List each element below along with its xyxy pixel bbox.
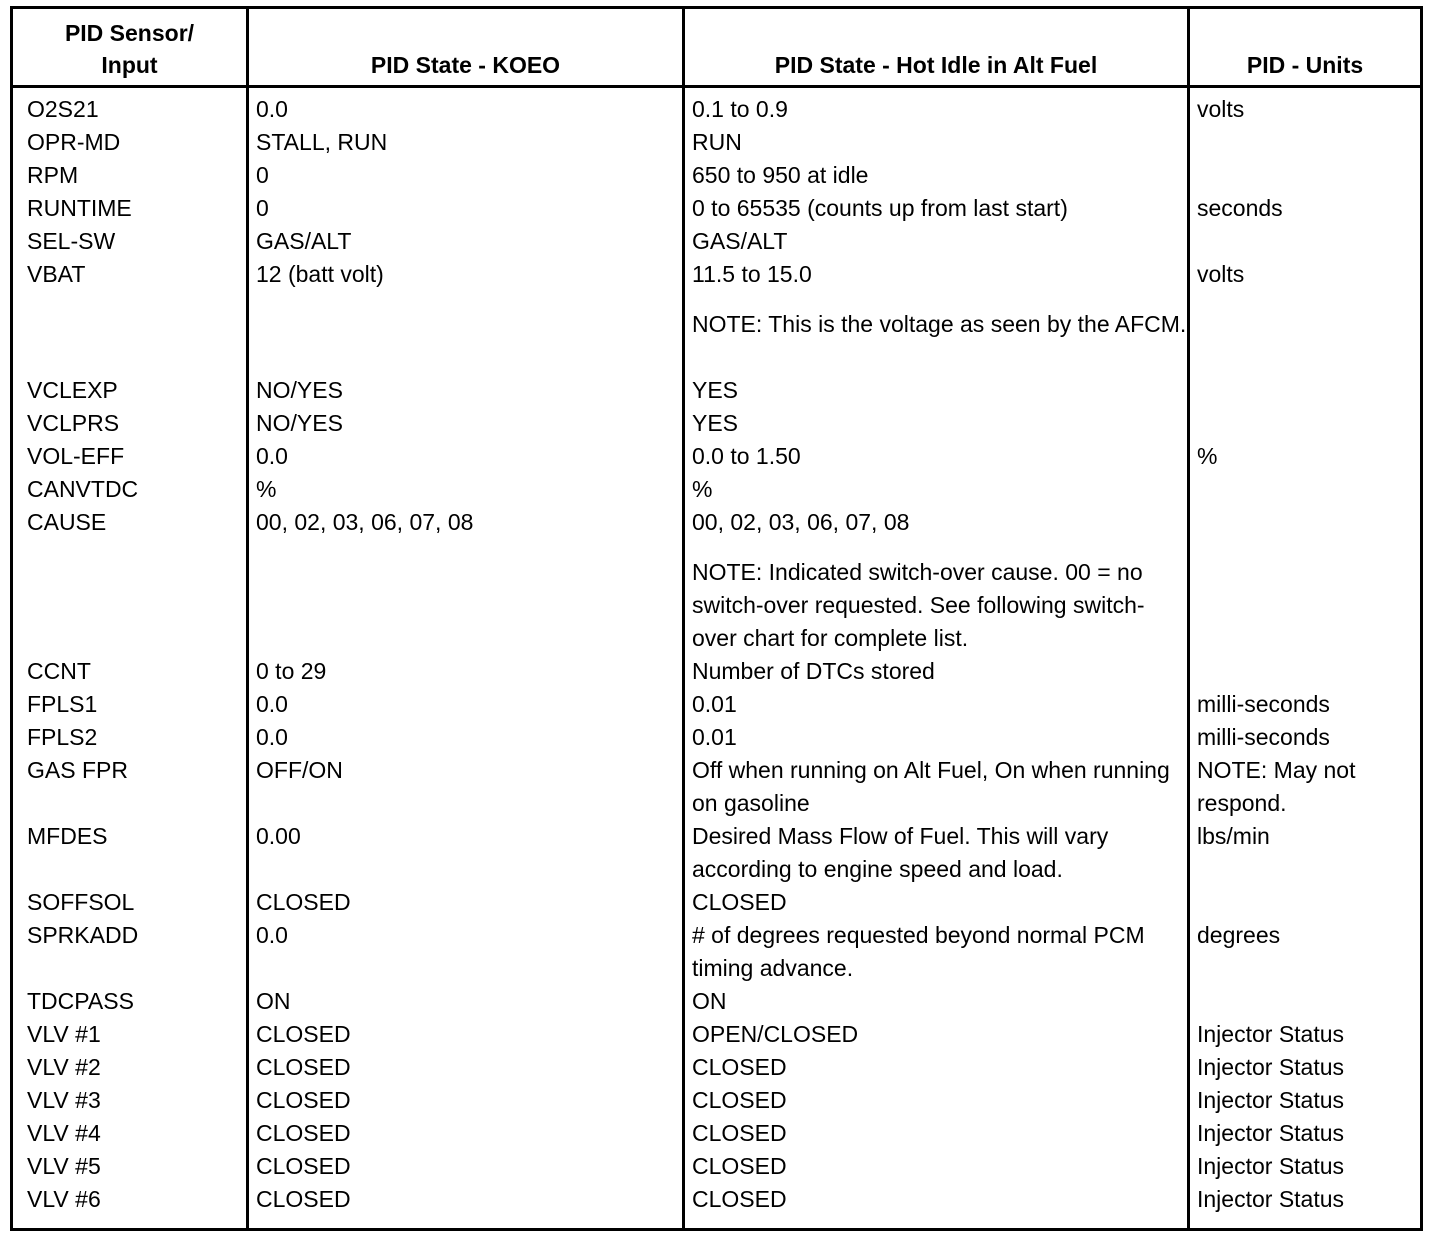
- note-spacer: [256, 291, 676, 308]
- cell-sensor: GAS FPR: [27, 757, 128, 783]
- cell-idle: 11.5 to 15.0: [692, 261, 812, 287]
- cell-idle: # of degrees requested beyond normal PCM timing advance.: [692, 922, 1145, 981]
- cell-units: [1197, 506, 1422, 539]
- cell-idle: YES: [692, 410, 739, 436]
- note-text: NOTE: This is the voltage as seen by the AFCM.: [692, 311, 1187, 337]
- cell-koeo: 12 (batt volt): [256, 261, 384, 287]
- header-units: PID - Units: [1246, 52, 1364, 78]
- cell-koeo: CLOSED: [256, 1153, 351, 1179]
- cell-sensor: SOFFSOL: [27, 889, 135, 915]
- cell-sensor: VCLEXP: [27, 377, 118, 403]
- cell-units: Injector Status: [1197, 1021, 1345, 1047]
- cell-units: [1197, 407, 1422, 440]
- cell-sensor: OPR-MD: [27, 129, 121, 155]
- cell-sensor: CAUSE: [27, 509, 107, 535]
- cell-koeo: CLOSED: [256, 889, 351, 915]
- cell-idle: CLOSED: [692, 1186, 787, 1212]
- cell-idle: RUN: [692, 129, 742, 155]
- column-divider: [682, 9, 685, 1228]
- column-sensor: [27, 88, 242, 1216]
- header-pid-sensor: [13, 9, 246, 85]
- cell-units: [1197, 374, 1422, 407]
- cell-units: Injector Status: [1197, 1120, 1345, 1146]
- cell-idle: CLOSED: [692, 1153, 787, 1179]
- cell-koeo: 0.00: [256, 823, 301, 849]
- column-units: [1197, 88, 1422, 1216]
- note-spacer: [692, 539, 1187, 556]
- cell-idle: 0.01: [692, 691, 737, 717]
- cell-idle: Desired Mass Flow of Fuel. This will vary according to engine speed and load.: [692, 823, 1109, 882]
- note-spacer: [27, 539, 242, 556]
- cell-units: milli-seconds: [1197, 724, 1330, 750]
- cell-idle: GAS/ALT: [692, 228, 788, 254]
- cell-idle: CLOSED: [692, 1120, 787, 1146]
- cell-koeo: 0.0: [256, 724, 288, 750]
- cell-sensor: O2S21: [27, 96, 99, 122]
- cell-koeo: 0 to 29: [256, 658, 327, 684]
- cell-units: %: [1197, 443, 1218, 469]
- cell-sensor: TDCPASS: [27, 988, 134, 1014]
- cell-sensor: RPM: [27, 162, 79, 188]
- cell-koeo: 0.0: [256, 922, 288, 948]
- cell-koeo: CLOSED: [256, 1054, 351, 1080]
- cell-units: Injector Status: [1197, 1186, 1345, 1212]
- empty-cell: [256, 556, 676, 655]
- pid-table: [10, 6, 1423, 1231]
- cell-idle: CLOSED: [692, 889, 787, 915]
- cell-koeo: OFF/ON: [256, 757, 343, 783]
- cell-idle: Off when running on Alt Fuel, On when running on gasoline: [692, 757, 1170, 816]
- cell-koeo: 0: [256, 162, 269, 188]
- header-pid-sensor-line1: PID Sensor/: [64, 20, 195, 46]
- cell-sensor: VOL-EFF: [27, 443, 125, 469]
- cell-units: lbs/min: [1197, 823, 1270, 849]
- cell-idle: 650 to 950 at idle: [692, 162, 869, 188]
- cell-koeo: STALL, RUN: [256, 129, 388, 155]
- header-hot-idle: PID State - Hot Idle in Alt Fuel: [774, 52, 1098, 78]
- cell-units: [1197, 126, 1422, 159]
- column-koeo: [256, 88, 676, 1216]
- note-spacer: [27, 291, 242, 308]
- cell-koeo: 0.0: [256, 96, 288, 122]
- cell-units: Injector Status: [1197, 1054, 1345, 1080]
- cell-units: Injector Status: [1197, 1087, 1345, 1113]
- cell-units: volts: [1197, 96, 1245, 122]
- cell-sensor: VLV #5: [27, 1153, 101, 1179]
- cell-sensor: MFDES: [27, 823, 108, 849]
- cell-units: [1197, 225, 1422, 258]
- cell-sensor: VLV #3: [27, 1087, 101, 1113]
- empty-cell: [1197, 308, 1422, 374]
- cell-units: [1197, 655, 1422, 688]
- cell-idle: %: [692, 476, 713, 502]
- column-divider: [1187, 9, 1190, 1228]
- cell-sensor: VBAT: [27, 261, 86, 287]
- cell-units: volts: [1197, 261, 1245, 287]
- cell-units: Injector Status: [1197, 1153, 1345, 1179]
- cell-koeo: %: [256, 476, 277, 502]
- cell-units: [1197, 473, 1422, 506]
- cell-idle: CLOSED: [692, 1087, 787, 1113]
- cell-idle: CLOSED: [692, 1054, 787, 1080]
- empty-cell: [27, 556, 242, 655]
- cell-units: seconds: [1197, 195, 1283, 221]
- cell-idle: YES: [692, 377, 739, 403]
- cell-sensor: RUNTIME: [27, 195, 132, 221]
- cell-sensor: CANVTDC: [27, 476, 139, 502]
- empty-cell: [1197, 556, 1422, 655]
- cell-koeo: CLOSED: [256, 1120, 351, 1146]
- cell-idle: 0 to 65535 (counts up from last start): [692, 195, 1068, 221]
- cell-units: [1197, 985, 1422, 1018]
- cell-koeo: 0.0: [256, 443, 288, 469]
- cell-koeo: CLOSED: [256, 1186, 351, 1212]
- cell-idle: Number of DTCs stored: [692, 658, 935, 684]
- cell-sensor: SPRKADD: [27, 922, 139, 948]
- cell-sensor: VLV #6: [27, 1186, 101, 1212]
- cell-idle: 0.01: [692, 724, 737, 750]
- header-koeo: PID State - KOEO: [370, 52, 561, 78]
- column-divider: [246, 9, 249, 1228]
- note-text: NOTE: Indicated switch-over cause. 00 = no switch-over requested. See following switch-over chart for complete list.: [692, 559, 1145, 651]
- cell-koeo: GAS/ALT: [256, 228, 352, 254]
- cell-sensor: FPLS1: [27, 691, 98, 717]
- note-spacer: [1197, 539, 1422, 556]
- cell-units: milli-seconds: [1197, 691, 1330, 717]
- note-spacer: [1197, 291, 1422, 308]
- cell-koeo: NO/YES: [256, 410, 343, 436]
- cell-koeo: 0.0: [256, 691, 288, 717]
- cell-units: degrees: [1197, 922, 1281, 948]
- cell-idle: 0.1 to 0.9: [692, 96, 788, 122]
- cell-sensor: VLV #2: [27, 1054, 101, 1080]
- cell-units: [1197, 886, 1422, 919]
- note-spacer: [256, 539, 676, 556]
- cell-sensor: VLV #1: [27, 1021, 101, 1047]
- cell-units: [1197, 159, 1422, 192]
- cell-idle: 00, 02, 03, 06, 07, 08: [692, 509, 910, 535]
- cell-koeo: 00, 02, 03, 06, 07, 08: [256, 509, 474, 535]
- empty-cell: [27, 308, 242, 374]
- cell-units: NOTE: May not respond.: [1197, 757, 1356, 816]
- cell-idle: OPEN/CLOSED: [692, 1021, 859, 1047]
- cell-idle: 0.0 to 1.50: [692, 443, 801, 469]
- cell-koeo: ON: [256, 988, 291, 1014]
- header-pid-sensor-line2: Input: [101, 52, 158, 78]
- cell-koeo: 0: [256, 195, 269, 221]
- note-spacer: [692, 291, 1187, 308]
- cell-sensor: VCLPRS: [27, 410, 120, 436]
- column-hot-idle: [692, 88, 1187, 1216]
- cell-koeo: NO/YES: [256, 377, 343, 403]
- cell-sensor: SEL-SW: [27, 228, 116, 254]
- cell-sensor: CCNT: [27, 658, 91, 684]
- cell-koeo: CLOSED: [256, 1087, 351, 1113]
- cell-sensor: FPLS2: [27, 724, 98, 750]
- empty-cell: [256, 308, 676, 374]
- cell-idle: ON: [692, 988, 727, 1014]
- cell-koeo: CLOSED: [256, 1021, 351, 1047]
- cell-sensor: VLV #4: [27, 1120, 101, 1146]
